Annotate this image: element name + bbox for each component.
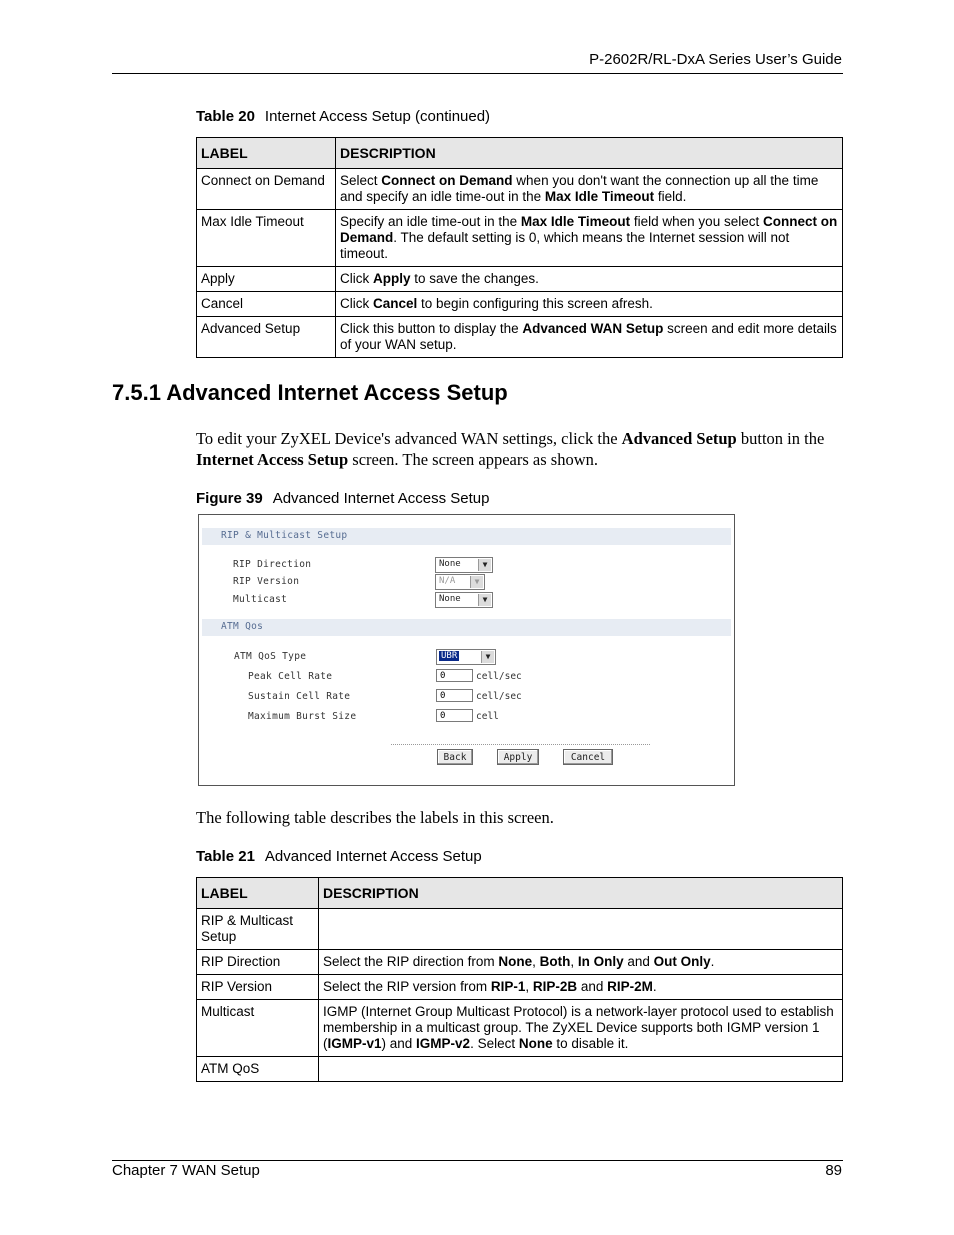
- rip-version-select[interactable]: [435, 574, 485, 590]
- rip-direction-label: RIP Direction: [233, 559, 312, 570]
- table20: [196, 137, 843, 358]
- following-paragraph: The following table describes the labels in this screen.: [196, 808, 554, 827]
- row-label: Cancel: [197, 292, 336, 317]
- table-row: [197, 317, 843, 358]
- button-divider: [391, 744, 650, 745]
- intro-paragraph: To edit your ZyXEL Device's advanced WAN settings, click the Advanced Setup button in the Internet Access Setup screen. The screen appears as shown.: [196, 429, 825, 469]
- table-row: [197, 292, 843, 317]
- table21-header-row: [197, 878, 843, 909]
- peak-cell-rate-label: Peak Cell Rate: [248, 671, 333, 682]
- row-description: [319, 1057, 843, 1082]
- multicast-select[interactable]: [435, 592, 493, 608]
- peak-cell-rate-input[interactable]: 0: [436, 669, 473, 682]
- header-rule: [112, 73, 843, 74]
- section-heading: 7.5.1 Advanced Internet Access Setup: [112, 380, 508, 405]
- row-label: RIP Version: [197, 975, 319, 1000]
- peak-cell-rate-unit: cell/sec: [476, 671, 522, 682]
- table21-caption-text: Advanced Internet Access Setup: [264, 848, 482, 865]
- row-description: Click Apply to save the changes.: [336, 267, 843, 292]
- apply-button[interactable]: Apply: [497, 749, 539, 765]
- rip-version-value: N/A: [439, 576, 456, 586]
- figure39-screenshot: [198, 514, 735, 786]
- multicast-value: None: [439, 594, 461, 604]
- row-description: Select the RIP version from RIP-1, RIP-2B and RIP-2M.: [319, 975, 843, 1000]
- footer-page-number: 89: [825, 1162, 842, 1179]
- table20-caption: [196, 108, 490, 125]
- row-description: Click Cancel to begin configuring this screen afresh.: [336, 292, 843, 317]
- row-description: Click this button to display the Advanced WAN Setup screen and edit more details of your WAN setup.: [336, 317, 843, 358]
- table21-col-description: DESCRIPTION: [319, 878, 843, 909]
- table-row: [197, 210, 843, 267]
- figure39-caption-number: Figure 39: [196, 490, 263, 507]
- chevron-down-icon: ▼: [470, 576, 483, 588]
- row-label: Apply: [197, 267, 336, 292]
- row-description: [319, 909, 843, 950]
- table-row: [197, 267, 843, 292]
- table21-caption: [196, 848, 482, 865]
- atm-qos-type-select[interactable]: [436, 649, 496, 665]
- table20-header-row: [197, 138, 843, 169]
- table21: [196, 877, 843, 1082]
- chevron-down-icon: ▼: [478, 594, 491, 606]
- row-label: RIP Direction: [197, 950, 319, 975]
- back-button[interactable]: Back: [437, 749, 473, 765]
- sustain-cell-rate-input[interactable]: 0: [436, 689, 473, 702]
- table20-col-description: DESCRIPTION: [336, 138, 843, 169]
- row-description: Specify an idle time-out in the Max Idle Timeout field when you select Connect on Demand. The default setting is 0, which means the Internet session will not timeout.: [336, 210, 843, 267]
- table-row: [197, 909, 843, 950]
- rip-multicast-section-header: RIP & Multicast Setup: [202, 528, 731, 545]
- table-row: [197, 975, 843, 1000]
- table21-col-label: LABEL: [197, 878, 319, 909]
- table20-caption-number: Table 20: [196, 108, 255, 125]
- atm-qos-section-header: ATM Qos: [202, 619, 731, 636]
- cancel-button[interactable]: Cancel: [563, 749, 613, 765]
- rip-direction-value: None: [439, 559, 461, 569]
- row-description: Select Connect on Demand when you don't want the connection up all the time and specify an idle time-out in the Max Idle Timeout field.: [336, 169, 843, 210]
- footer-rule: [112, 1160, 843, 1161]
- row-label: Max Idle Timeout: [197, 210, 336, 267]
- page-header-title: P-2602R/RL-DxA Series User’s Guide: [589, 51, 842, 68]
- table20-col-label: LABEL: [197, 138, 336, 169]
- row-description: IGMP (Internet Group Multicast Protocol) is a network-layer protocol used to establish membership in a multicast group. The ZyXEL Device supports both IGMP version 1 (IGMP-v1) and IGMP-v2. Select None to disable it.: [319, 1000, 843, 1057]
- table-row: [197, 169, 843, 210]
- footer-chapter: Chapter 7 WAN Setup: [112, 1162, 260, 1179]
- max-burst-size-unit: cell: [476, 711, 499, 722]
- rip-direction-select[interactable]: [435, 557, 493, 573]
- figure39-caption-text: Advanced Internet Access Setup: [272, 490, 490, 507]
- row-label: Connect on Demand: [197, 169, 336, 210]
- row-label: RIP & Multicast Setup: [197, 909, 319, 950]
- chevron-down-icon: ▼: [481, 651, 494, 663]
- row-label: Multicast: [197, 1000, 319, 1057]
- atm-qos-type-value: UBR: [441, 651, 458, 661]
- row-label: Advanced Setup: [197, 317, 336, 358]
- rip-version-label: RIP Version: [233, 576, 300, 587]
- multicast-label: Multicast: [233, 594, 288, 605]
- figure39-caption: [196, 490, 490, 507]
- table-row: [197, 1000, 843, 1057]
- atm-qos-type-label: ATM QoS Type: [234, 651, 307, 662]
- sustain-cell-rate-unit: cell/sec: [476, 691, 522, 702]
- table-row: [197, 1057, 843, 1082]
- row-description: Select the RIP direction from None, Both, In Only and Out Only.: [319, 950, 843, 975]
- table20-caption-text: Internet Access Setup (continued): [264, 108, 491, 125]
- table-row: [197, 950, 843, 975]
- table21-caption-number: Table 21: [196, 848, 255, 865]
- chevron-down-icon: ▼: [478, 559, 491, 571]
- max-burst-size-input[interactable]: 0: [436, 709, 473, 722]
- sustain-cell-rate-label: Sustain Cell Rate: [248, 691, 351, 702]
- row-label: ATM QoS: [197, 1057, 319, 1082]
- max-burst-size-label: Maximum Burst Size: [248, 711, 357, 722]
